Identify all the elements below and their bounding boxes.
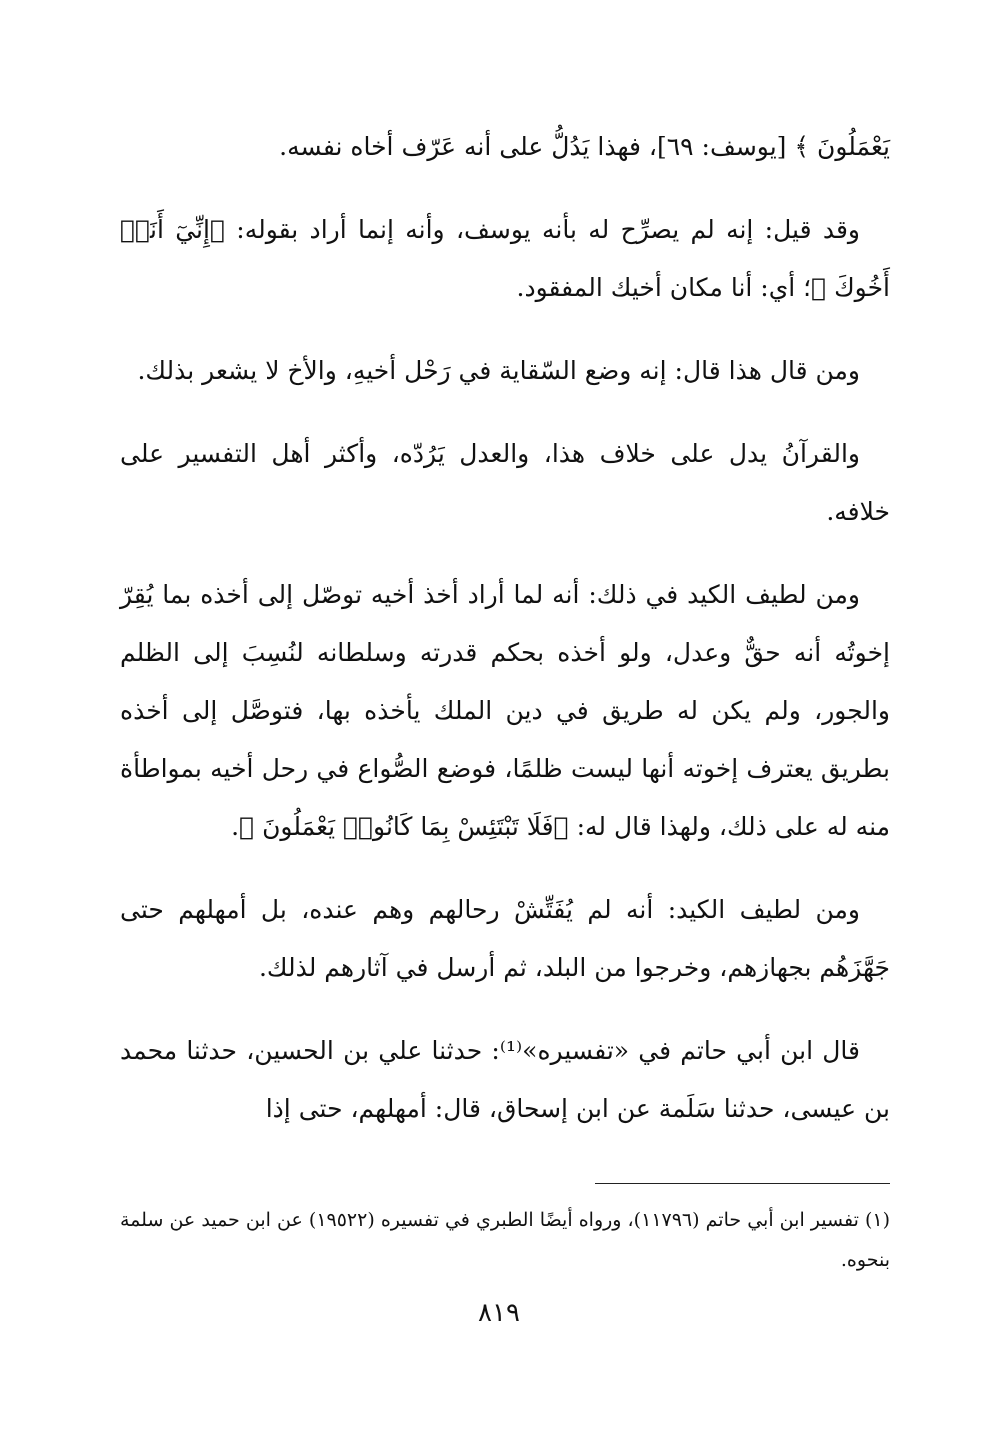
- paragraph-7: قال ابن أبي حاتم في «تفسيره»⁽¹⁾: حدثنا علي بن الحسين، حدثنا محمد بن عيسى، حدثنا سَلَمة عن ابن إسحاق، قال: أمهلهم، حتى إذا: [120, 1036, 890, 1123]
- paragraph-2: وقد قيل: إنه لم يصرِّح له بأنه يوسف، وأنه إنما أراد بقوله: ﴿إِنِّيٓ أَنَا۠ أَخُوكَ ﴾؛ أي: أنا مكان أخيك المفقود.: [120, 215, 890, 302]
- page-number: ٨١٩: [478, 1298, 520, 1328]
- footnote: (١) تفسير ابن أبي حاتم (١١٧٩٦)، ورواه أيضًا الطبري في تفسيره (١٩٥٢٢) عن ابن حميد عن سلمة بنحوه.: [120, 1209, 891, 1271]
- paragraph-3: ومن قال هذا قال: إنه وضع السّقاية في رَحْل أخيهِ، والأخ لا يشعر بذلك.: [137, 356, 860, 385]
- paragraph-1: يَعْمَلُونَ ﴾ [يوسف: ٦٩]، فهذا يَدُلُّ على أنه عَرّف أخاه نفسه.: [279, 132, 890, 161]
- paragraph-4: والقرآنُ يدل على خلاف هذا، والعدل يَرُدّه، وأكثر أهل التفسير على خلافه.: [120, 439, 890, 526]
- paragraph-6: ومن لطيف الكيد: أنه لم يُفَتِّشْ رحالهم وهم عنده، بل أمهلهم حتى جَهَّزَهُم بجهازهم، وخرجوا من البلد، ثم أرسل في آثارهم لذلك.: [120, 895, 890, 982]
- page-body: [120, 118, 890, 1163]
- footnote-divider: [595, 1183, 890, 1184]
- paragraph-5: ومن لطيف الكيد في ذلك: أنه لما أراد أخذ أخيه توصّل إلى أخذه بما يُقِرّ إخوتُه أنه حقٌّ وعدل، ولو أخذه بحكم قدرته وسلطانه لنُسِبَ إلى الظلم والجور، ولم يكن له طريق في دين الملك يأخذه بها، فتوصَّل إلى أخذه بطريق يعترف إخوته أنها ليست ظلمًا، فوضع الصُّواع في رحل أخيه بمواطأة منه له على ذلك، ولهذا قال له: ﴿فَلَا تَبْتَئِسْ بِمَا كَانُوا۟ يَعْمَلُونَ ﴾.: [120, 580, 891, 841]
